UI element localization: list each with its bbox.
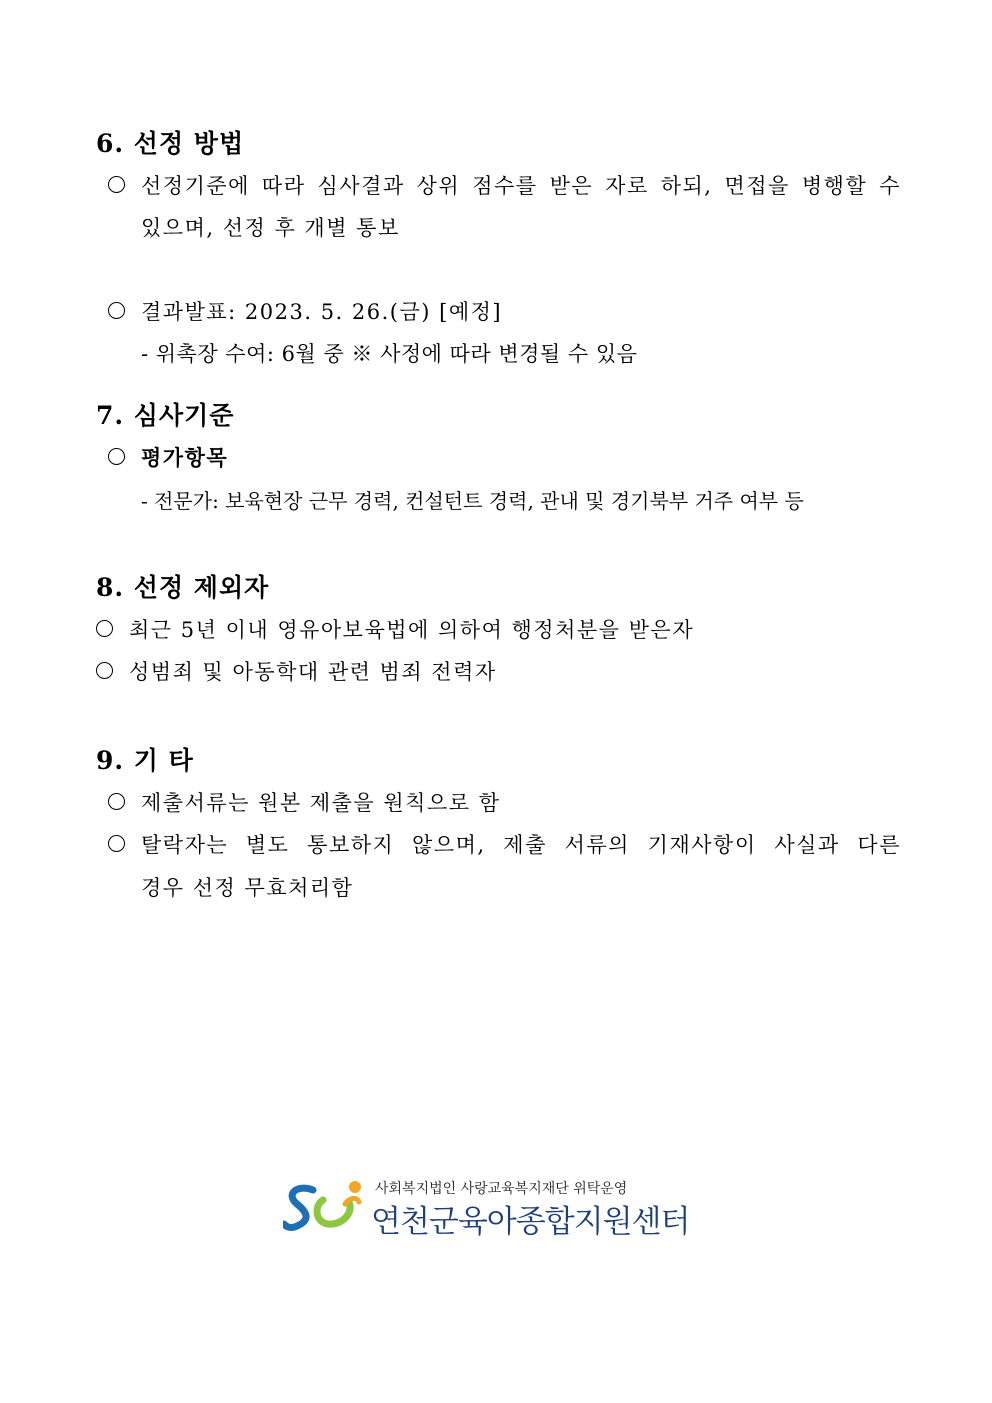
logo-subtitle: 사회복지법인 사랑교육복지재단 위탁운영 [375, 1181, 628, 1197]
circle-bullet-icon [96, 620, 113, 637]
section-8-item-2: 성범죄 및 아동학대 관련 범죄 전력자 [129, 660, 497, 684]
section-6-item-2-sub: - 위촉장 수여: 6월 중 ※ 사정에 따라 변경될 수 있음 [141, 342, 638, 366]
circle-bullet-icon [108, 302, 125, 319]
circle-bullet-icon [108, 176, 125, 193]
section-6-title: 6. 선정 방법 [96, 129, 245, 158]
center-logo [283, 1176, 703, 1240]
section-6-item-1-line-2: 있으며, 선정 후 개별 통보 [141, 216, 400, 240]
section-7-item-1-sub: - 전문가: 보육현장 근무 경력, 컨설턴트 경력, 관내 및 경기북부 거주 여부 등 [141, 489, 804, 513]
section-7-title: 7. 심사기준 [96, 401, 235, 430]
section-6-item-2: 결과발표: 2023. 5. 26.(금) [예정] [141, 300, 503, 324]
circle-bullet-icon [108, 793, 125, 810]
section-9-item-2-line-1: 탈락자는 별도 통보하지 않으며, 제출 서류의 기재사항이 사실과 다른 [141, 833, 901, 857]
circle-bullet-icon [96, 662, 113, 679]
section-7-item-1: 평가항목 [141, 445, 229, 470]
section-8-title: 8. 선정 제외자 [96, 573, 270, 602]
circle-bullet-icon [108, 835, 125, 852]
section-8-item-1: 최근 5년 이내 영유아보육법에 의하여 행정처분을 받은자 [129, 618, 694, 642]
section-9-title: 9. 기 타 [96, 746, 194, 775]
section-9-item-2-line-2: 경우 선정 무효처리함 [141, 876, 354, 900]
section-6-item-1-line-1: 선정기준에 따라 심사결과 상위 점수를 받은 자로 하되, 면접을 병행할 수 [141, 174, 901, 198]
circle-bullet-icon [108, 448, 125, 465]
logo-name: 연천군육아종합지원센터 [371, 1204, 690, 1240]
section-9-item-1: 제출서류는 원본 제출을 원칙으로 함 [141, 791, 501, 815]
logo-mark-icon [283, 1176, 373, 1236]
